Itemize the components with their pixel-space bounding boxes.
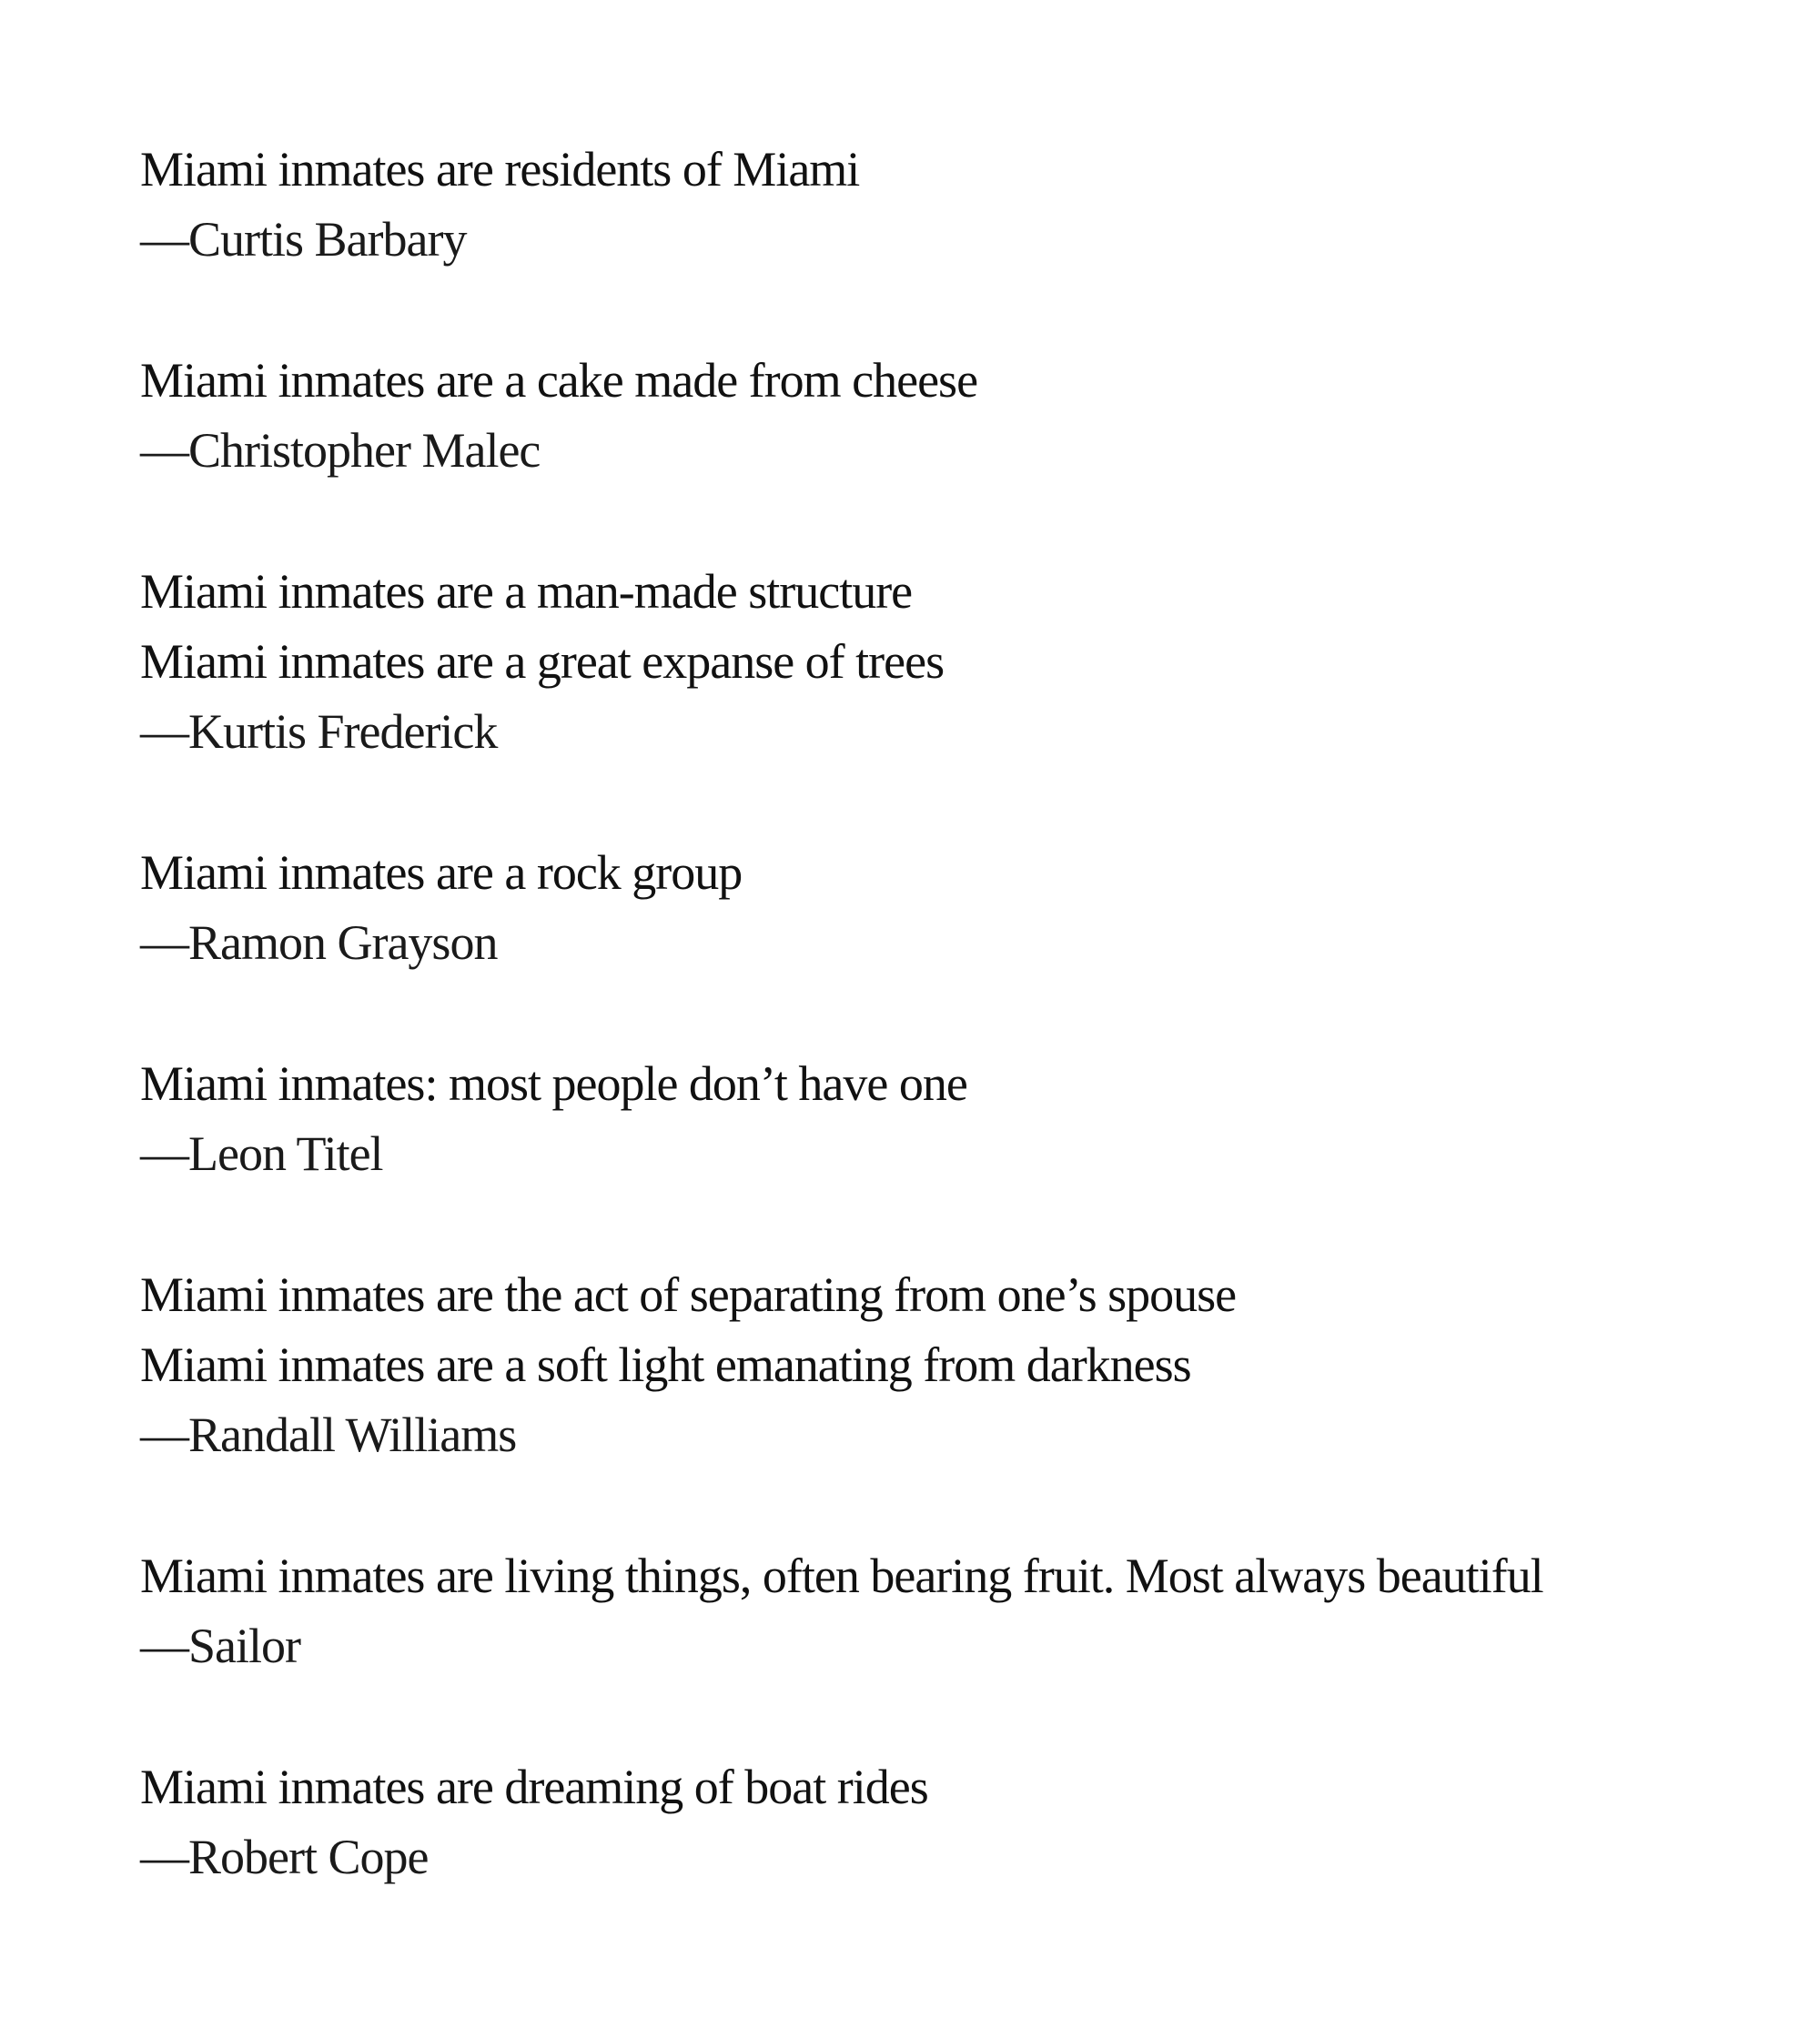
- stanza-5: [140, 1049, 1778, 1189]
- author-attribution: —Randall Williams: [140, 1407, 517, 1462]
- author-attribution: —Robert Cope: [140, 1830, 429, 1884]
- author-attribution: —Sailor: [140, 1619, 300, 1673]
- author-attribution: —Christopher Malec: [140, 423, 541, 478]
- stanza-8: [140, 1752, 1778, 1892]
- author-attribution: —Ramon Grayson: [140, 915, 498, 970]
- stanza-1: [140, 135, 1778, 275]
- poem-line: Miami inmates are dreaming of boat rides: [140, 1760, 928, 1814]
- poem-page: [140, 135, 1778, 1963]
- poem-line: Miami inmates are a man-made structure: [140, 564, 913, 619]
- poem-line: Miami inmates are living things, often bearing fruit. Most always beautiful: [140, 1549, 1543, 1603]
- poem-line: Miami inmates are a cake made from cheese: [140, 353, 978, 408]
- poem-line: Miami inmates are a great expanse of trees: [140, 634, 945, 689]
- poem-line: Miami inmates: most people don’t have one: [140, 1056, 967, 1111]
- stanza-2: [140, 346, 1778, 486]
- stanza-3: [140, 557, 1778, 767]
- stanza-4: [140, 838, 1778, 978]
- stanza-7: [140, 1541, 1778, 1681]
- poem-line: Miami inmates are a rock group: [140, 845, 743, 900]
- author-attribution: —Curtis Barbary: [140, 212, 467, 267]
- author-attribution: —Kurtis Frederick: [140, 704, 498, 759]
- poem-line: Miami inmates are a soft light emanating from darkness: [140, 1337, 1191, 1392]
- stanza-6: [140, 1260, 1778, 1470]
- author-attribution: —Leon Titel: [140, 1126, 383, 1181]
- poem-line: Miami inmates are the act of separating from one’s spouse: [140, 1267, 1237, 1322]
- poem-line: Miami inmates are residents of Miami: [140, 142, 860, 197]
